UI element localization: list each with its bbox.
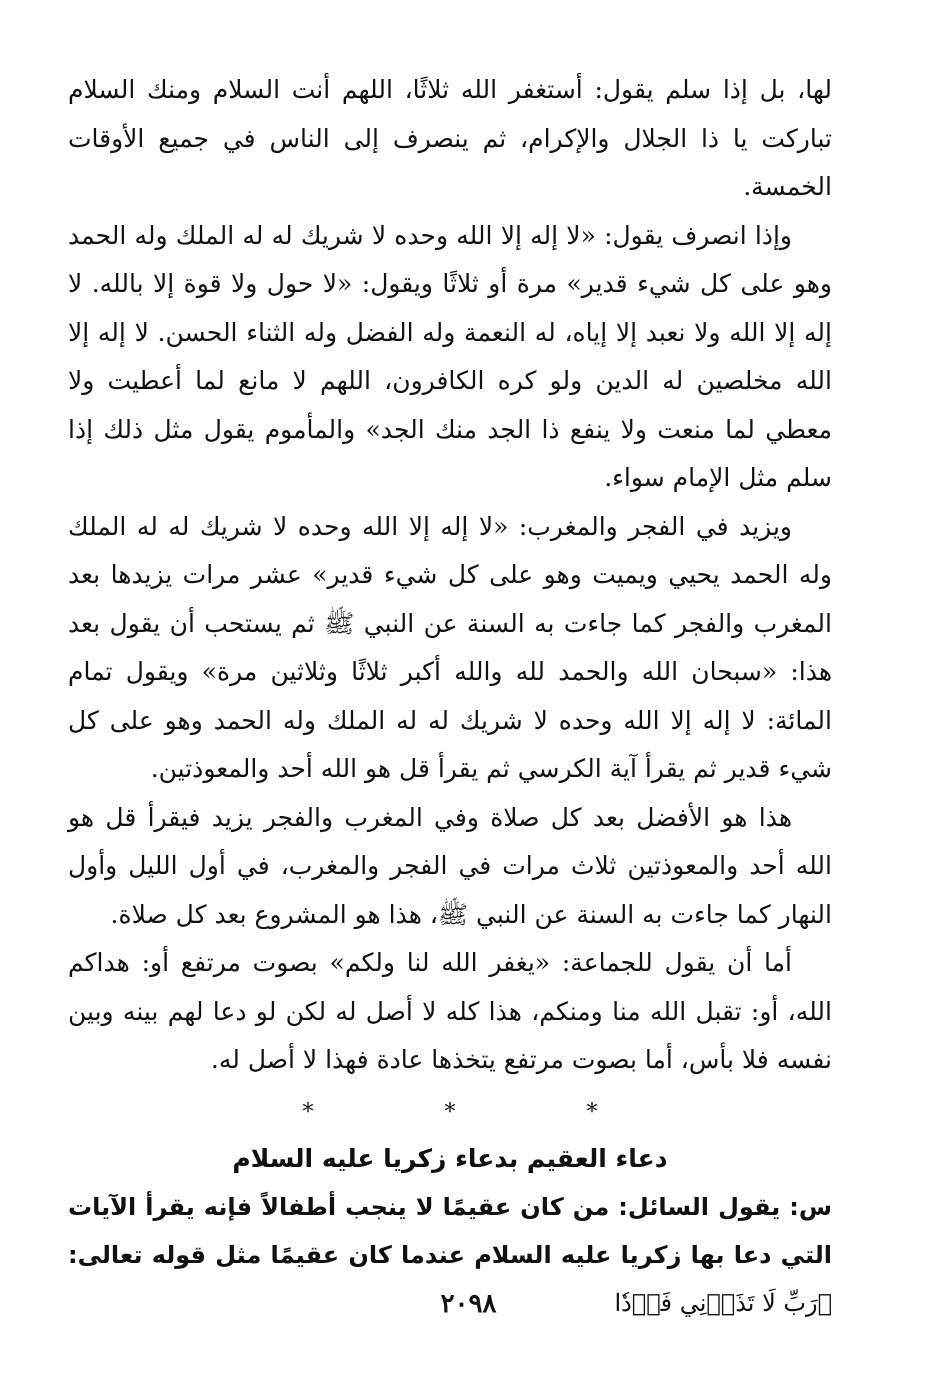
page-body <box>68 66 832 1327</box>
section-separator: * * * <box>302 1099 660 1125</box>
paragraph-5: أما أن يقول للجماعة: «يغفر الله لنا ولكم» بصوت مرتفع أو: هداكم الله، أو: تقبل الله منا ومنكم، هذا كله لا أصل له لكن لو دعا لهم بينه وبين نفسه فلا بأس، أما بصوت مرتفع يتخذها عادة فهذا لا أصل له. <box>68 948 832 1074</box>
paragraph-2: وإذا انصرف يقول: «لا إله إلا الله وحده لا شريك له له الملك وله الحمد وهو على كل شيء قدير» مرة أو ثلاثًا ويقول: «لا حول ولا قوة إلا بالله. لا إله إلا الله ولا نعبد إلا إياه، له النعمة وله الفضل وله الثناء الحسن. لا إله إلا الله مخلصين له الدين ولو كره الكافرون، اللهم لا مانع لما أعطيت ولا معطي لما منعت ولا ينفع ذا الجد منك الجد» والمأموم يقول مثل ذلك إذا سلم مثل الإمام سواء. <box>68 220 832 492</box>
paragraph-1: لها، بل إذا سلم يقول: أستغفر الله ثلاثًا، اللهم أنت السلام ومنك السلام تباركت يا ذا الجلال والإكرام، ثم ينصرف إلى الناس في جميع الأوقات الخمسة. <box>68 75 832 201</box>
page-number: ٢٠٩٨ <box>440 1289 497 1319</box>
paragraph-3: ويزيد في الفجر والمغرب: «لا إله إلا الله وحده لا شريك له له الملك وله الحمد يحيي ويميت وهو على كل شيء قدير» عشر مرات يزيدها بعد المغرب والفجر كما جاءت به السنة عن النبي ﷺ ثم يستحب أن يقول بعد هذا: «سبحان الله والحمد لله والله أكبر ثلاثًا وثلاثين مرة» ويقول تمام المائة: لا إله إلا الله وحده لا شريك له له الملك وله الحمد وهو على كل شيء قدير ثم يقرأ آية الكرسي ثم يقرأ قل هو الله أحد والمعوذتين. <box>68 511 832 783</box>
section-heading: دعاء العقيم بدعاء زكريا عليه السلام <box>232 1143 668 1173</box>
quran-excerpt: ﴿رَبِّ لَا تَذَرۡنِي فَرۡدٗا <box>614 1288 832 1317</box>
question-text: س: يقول السائل: من كان عقيمًا لا ينجب أطفالاً فإنه يقرأ الآيات التي دعا بها زكريا عليه السلام عندما كان عقيمًا مثل قوله تعالى: <box>68 1192 832 1269</box>
paragraph-4: هذا هو الأفضل بعد كل صلاة وفي المغرب والفجر يزيد فيقرأ قل هو الله أحد والمعوذتين ثلاث مرات في الفجر والمغرب، في أول الليل وأول النهار كما جاءت به السنة عن النبي ﷺ، هذا هو المشروع بعد كل صلاة. <box>68 802 832 929</box>
